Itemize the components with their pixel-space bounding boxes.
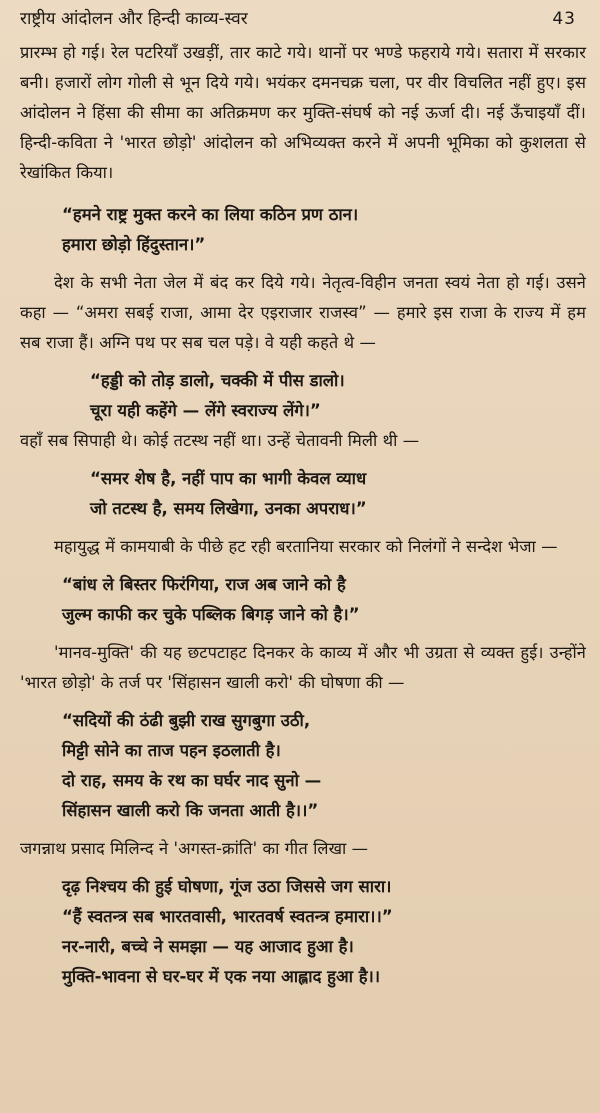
- verse-line: मुक्ति-भावना से घर-घर में एक नया आह्लाद हुआ है।।: [62, 967, 381, 986]
- page-number: 43: [552, 9, 576, 29]
- paragraph: 'मानव-मुक्ति' की यह छटपटाहट दिनकर के काव्य में और भी उग्रता से व्यक्त हुई। उन्होंने 'भारत छोड़ो' के तर्ज पर 'सिंहासन खाली करो' की घोषणा की —: [20, 643, 586, 692]
- verse-block: [20, 200, 586, 260]
- paragraph: महायुद्ध में कामयाबी के पीछे हट रही बरतानिया सरकार को निलंगों ने सन्देश भेजा —: [54, 537, 558, 556]
- verse-line: सिंहासन खाली करो कि जनता आती है।।”: [62, 801, 319, 820]
- verse-line: “सदियों की ठंढी बुझी राख सुगबुगा उठी,: [62, 711, 311, 730]
- running-title: राष्ट्रीय आंदोलन और हिन्दी काव्य-स्वर: [20, 9, 248, 29]
- verse-line: नर-नारी, बच्चे ने समझा — यह आजाद हुआ है।: [62, 937, 354, 956]
- verse-line: “बांध ले बिस्तर फिरंगिया, राज अब जाने को है: [62, 575, 346, 594]
- verse-line: “हमने राष्ट्र मुक्त करने का लिया कठिन प्रण ठान।: [62, 205, 359, 224]
- verse-line: हमारा छोड़ो हिंदुस्तान।”: [62, 235, 206, 254]
- paragraph: प्रारम्भ हो गई। रेल पटरियाँ उखड़ीं, तार काटे गये। थानों पर भण्डे फहराये गये। सतारा में सरकार बनी। हजारों लोग गोली से भून दिये गये। भयंकर दमनचक्र चला, पर वीर विचलित नहीं हुए। इस आंदोलन ने हिंसा की सीमा का अतिक्रमण कर मुक्ति-संघर्ष को नई ऊर्जा दी। नई ऊँचाइयाँ दीं। हिन्दी-कविता ने 'भारत छोड़ो' आंदोलन को अभिव्यक्त करने में अपनी भूमिका को कुशलता से रेखांकित किया।: [20, 43, 586, 182]
- verse-line: जो तटस्थ है, समय लिखेगा, उनका अपराध।”: [90, 499, 367, 518]
- verse-block: [20, 366, 586, 426]
- verse-line: “समर शेष है, नहीं पाप का भागी केवल व्याध: [90, 469, 367, 488]
- verse-block: [20, 464, 586, 524]
- verse-line: चूरा यही कहेंगे — लेंगे स्वराज्य लेंगे।”: [90, 401, 321, 420]
- verse-line: जुल्म काफी कर चुके पब्लिक बिगड़ जाने को है।”: [62, 605, 360, 624]
- verse-block: [20, 706, 586, 826]
- verse-block: [20, 872, 586, 992]
- verse-line: दृढ़ निश्चय की हुई घोषणा, गूंज उठा जिससे जग सारा।: [62, 877, 392, 896]
- paragraph: वहाँ सब सिपाही थे। कोई तटस्थ नहीं था। उन्हें चेतावनी मिली थी —: [20, 431, 420, 450]
- running-header: [20, 6, 586, 38]
- verse-block: [20, 570, 586, 630]
- verse-line: दो राह, समय के रथ का घर्घर नाद सुनो —: [62, 771, 322, 790]
- verse-line: “हड्डी को तोड़ डालो, चक्की में पीस डालो।: [90, 371, 345, 390]
- verse-line: “हैं स्वतन्त्र सब भारतवासी, भारतवर्ष स्वतन्त्र हमारा।।”: [62, 907, 393, 926]
- paragraph: जगन्नाथ प्रसाद मिलिन्द ने 'अगस्त-क्रांति' का गीत लिखा —: [20, 839, 369, 858]
- verse-line: मिट्टी सोने का ताज पहन इठलाती है।: [62, 741, 281, 760]
- paragraph: देश के सभी नेता जेल में बंद कर दिये गये। नेतृत्व-विहीन जनता स्वयं नेता हो गई। उसने कहा — “अमरा सबई राजा, आमा देर एइराजार राजस्व” — हमारे इस राजा के राज्य में हम सब राजा हैं। अग्नि पथ पर सब चल पड़े। वे यही कहते थे —: [20, 273, 586, 352]
